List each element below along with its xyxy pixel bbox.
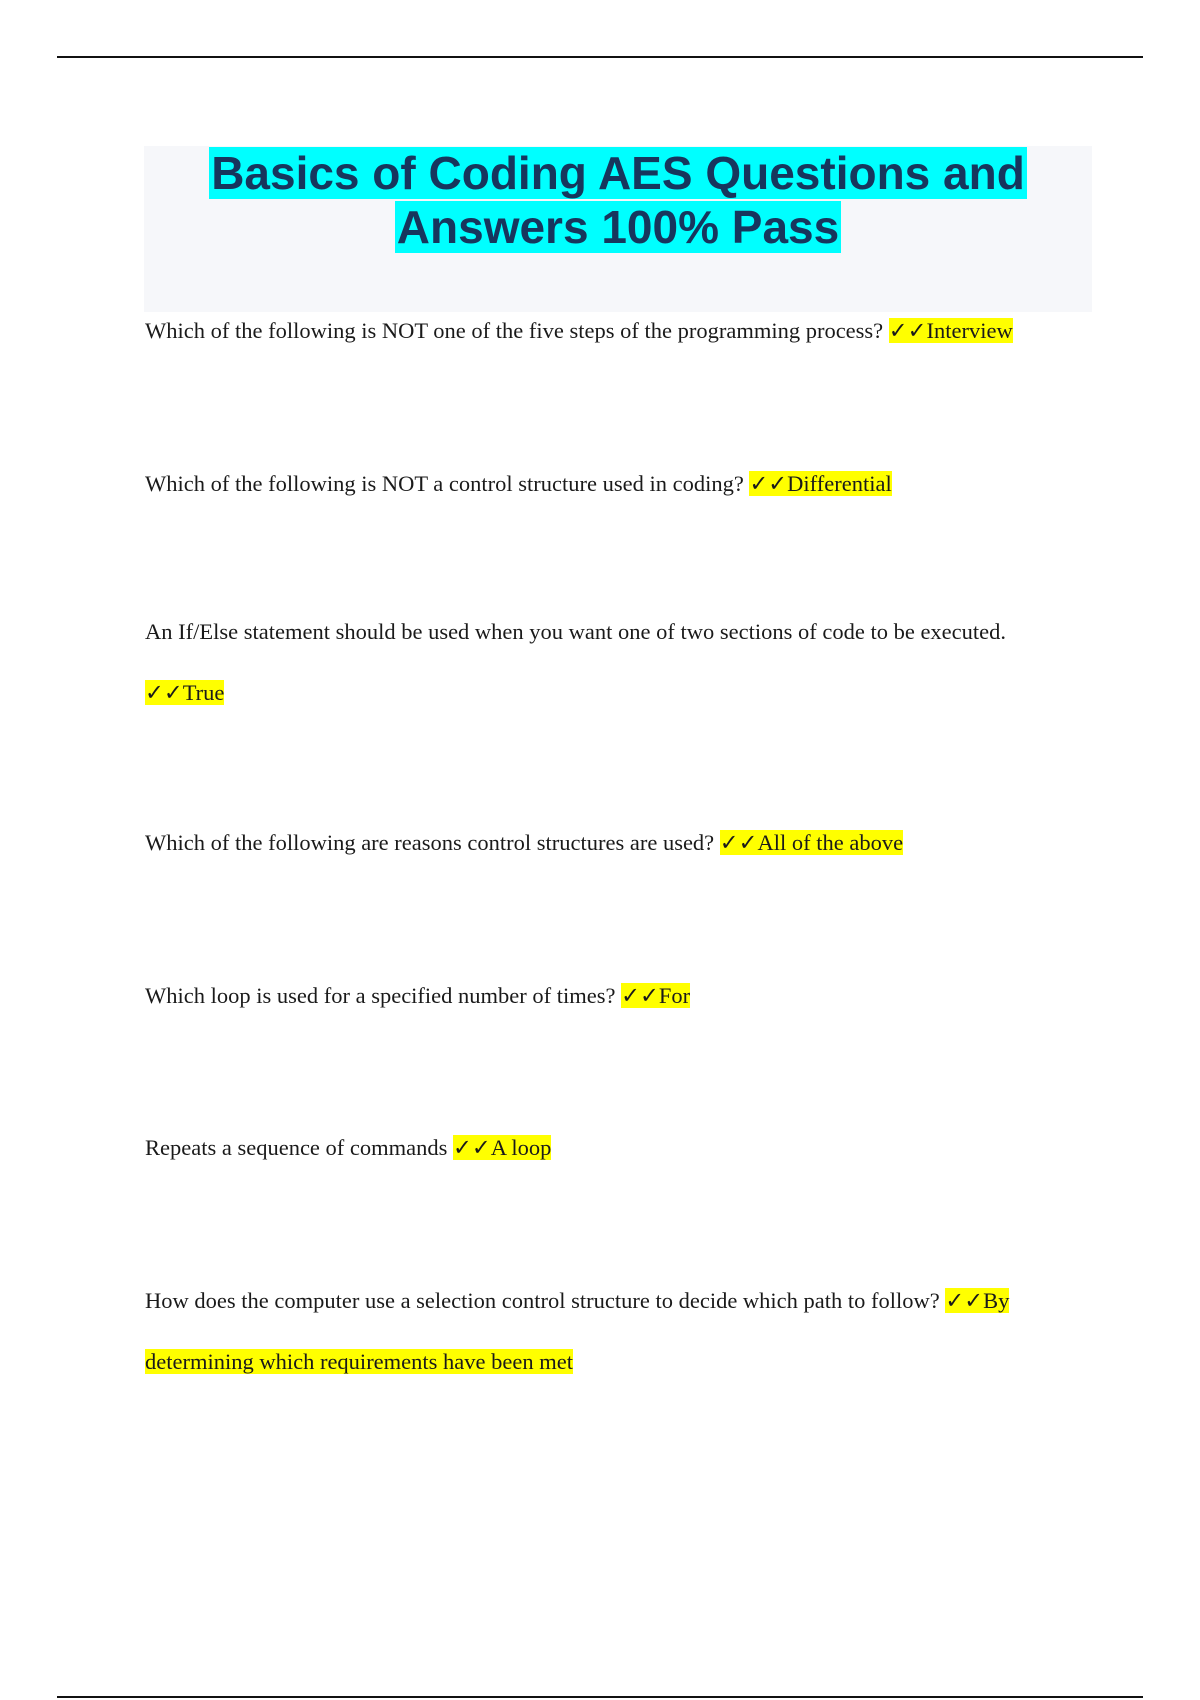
title-line-2: Answers 100% Pass — [396, 201, 840, 253]
answer-text: ✓✓Differential — [749, 471, 892, 496]
qa-item — [145, 300, 1085, 361]
answer-text: ✓✓All of the above — [719, 830, 904, 855]
question-text: Which of the following are reasons control structures are used? — [145, 830, 720, 855]
question-text: Which of the following is NOT a control structure used in coding? — [145, 471, 750, 496]
document-title — [144, 146, 1092, 254]
answer-text: ✓✓A loop — [453, 1135, 552, 1160]
question-text: Which of the following is NOT one of the five steps of the programming process? — [145, 318, 889, 343]
answer-text: ✓✓Interview — [888, 318, 1013, 343]
qa-item — [145, 453, 1085, 514]
question-text: Repeats a sequence of commands — [145, 1135, 454, 1160]
qa-item — [145, 812, 1085, 873]
header-rule — [57, 56, 1143, 58]
qa-item — [145, 1270, 1085, 1392]
question-text: Which loop is used for a specified number of times? — [145, 983, 622, 1008]
title-block — [144, 146, 1092, 312]
question-text: An If/Else statement should be used when you want one of two sections of code to be executed. — [145, 619, 1007, 644]
qa-item — [145, 1117, 1085, 1178]
title-line-1: Basics of Coding AES Questions and — [211, 147, 1025, 199]
qa-item — [145, 965, 1085, 1026]
qa-item — [145, 601, 1085, 723]
answer-text: ✓✓For — [621, 983, 691, 1008]
footer-rule — [57, 1696, 1143, 1698]
answer-text: ✓✓By determining which requirements have been met — [145, 1288, 1010, 1374]
question-text: How does the computer use a selection control structure to decide which path to follow? — [145, 1288, 946, 1313]
answer-text: ✓✓True — [145, 680, 225, 705]
